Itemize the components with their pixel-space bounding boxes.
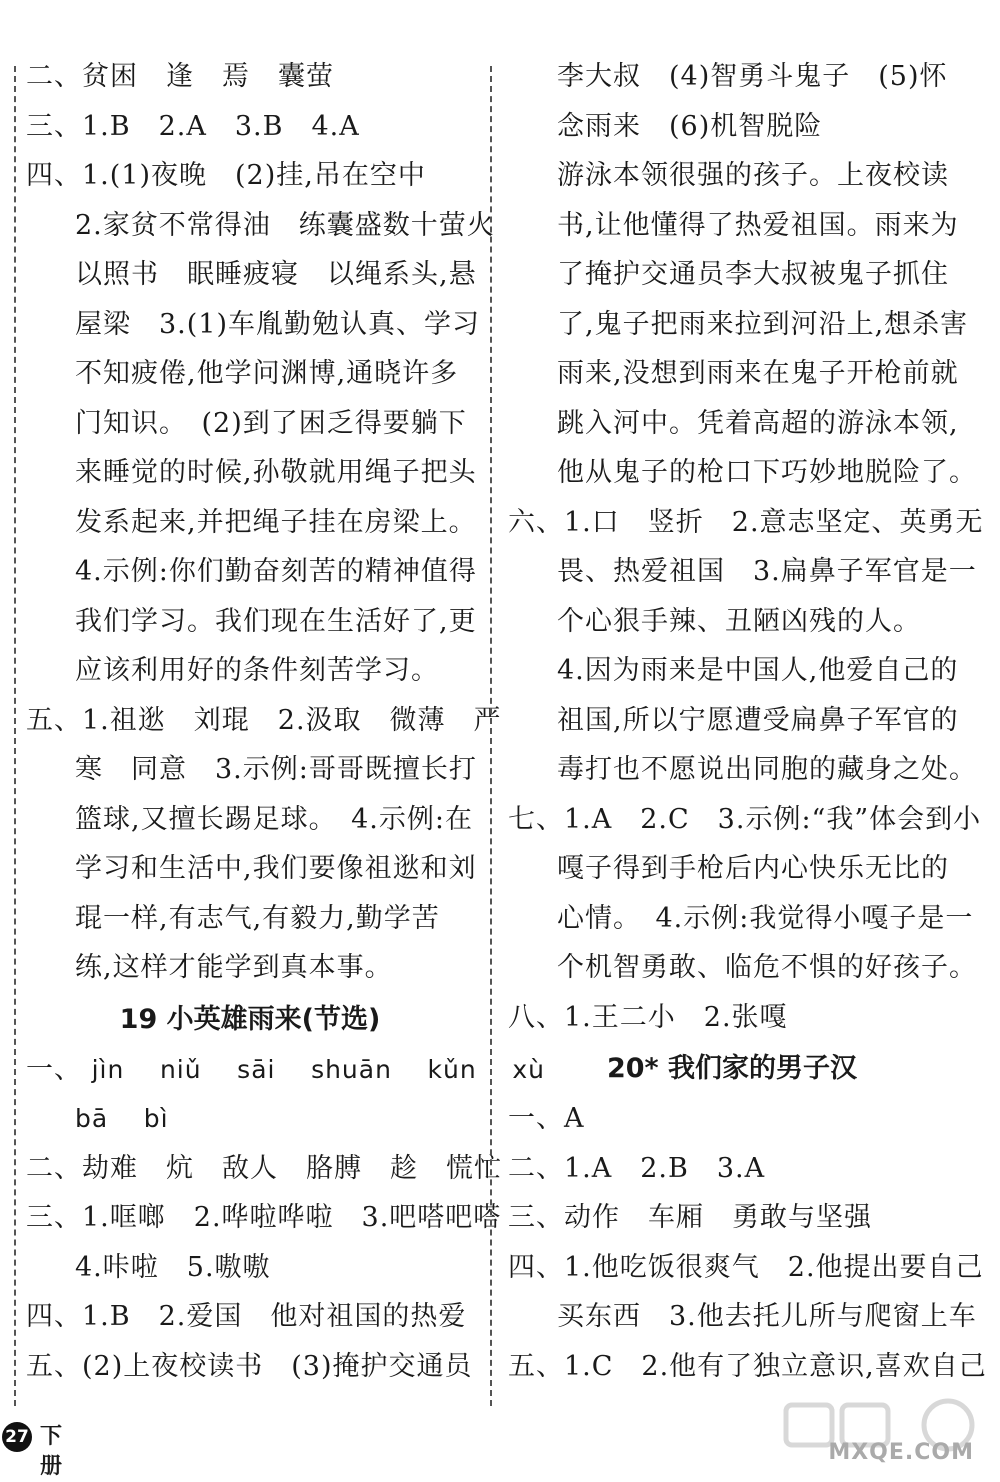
pinyin-item: bā [75,1104,109,1133]
lesson-heading: 20* 我们家的男子汉 [606,1053,858,1084]
answer-line: 五、1.祖逖 刘琨 2.汲取 微薄 严 [26,704,502,736]
lesson-heading: 19 小英雄雨来(节选) [119,1003,381,1035]
answer-line: 畏、热爱祖国 3.扁鼻子军官是一 [557,556,977,587]
answer-line: 4.因为雨来是中国人,他爱自己的 [557,655,959,686]
right-column [508,52,987,1391]
answer-line: 毒打也不愿说出同胞的藏身之处。 [557,754,977,785]
answer-line: 三、1.哐啷 2.哗啦哗啦 3.吧嗒吧嗒 [26,1202,502,1233]
answer-line: 以照书 眠睡疲寝 以绳系头,悬 [75,259,477,290]
answer-line: 寒 同意 3.示例:哥哥既擅长打 [75,754,477,785]
answer-line: 发系起来,并把绳子挂在房梁上。 [75,506,477,538]
margin-line [14,66,16,1406]
pinyin-item: niǔ [159,1054,202,1084]
answer-line: 二、劫难 炕 敌人 胳膊 趁 慌忙 [26,1152,502,1184]
column-divider [490,66,492,1406]
answer-line: 不知疲倦,他学问渊博,通晓许多 [75,358,459,389]
answer-line: 六、1.口 竖折 2.意志坚定、英勇无 [508,506,984,538]
answer-line: 个机智勇敢、临危不惧的好孩子。 [557,952,977,983]
watermark-text: MXQE.COM [828,1440,974,1465]
answer-line: 游泳本领很强的孩子。上夜校读 [557,160,949,191]
pinyin-item: kǔn [427,1054,477,1084]
answer-line: 2.家贫不常得油 练囊盛数十萤火 [75,209,495,241]
answer-line: 个心狠手辣、丑陋凶残的人。 [557,605,921,637]
pinyin-item: sāi [237,1054,276,1084]
answer-line: 屋梁 3.(1)车胤勤勉认真、学习 [75,308,481,340]
answer-line: 了,鬼子把雨来拉到河沿上,想杀害 [557,308,969,340]
answer-line: 祖国,所以宁愿遭受扁鼻子军官的 [557,704,959,736]
pinyin-item: jìn [91,1054,125,1084]
pinyin-line [26,1045,545,1095]
answer-line: 门知识。 (2)到了困乏得要躺下 [75,407,467,439]
answer-line: 应该利用好的条件刻苦学习。 [75,655,439,686]
answer-line: 五、1.C 2.他有了独立意识,喜欢自己 [508,1350,987,1382]
section-label: 一、 [26,1053,82,1085]
answer-line: 五、(2)上夜校读书 (3)掩护交通员 [26,1350,473,1382]
pinyin-item: xù [512,1054,545,1084]
pinyin-line [26,1094,474,1144]
answer-line: 书,让他懂得了热爱祖国。雨来为 [557,209,959,241]
answer-line: 七、1.A 2.C 3.示例:“我”体会到小 [508,803,982,835]
volume-label: 下册 [40,1424,63,1479]
answer-line: 念雨来 (6)机智脱险 [557,110,823,142]
answer-line: 心情。 4.示例:我觉得小嘎子是一 [557,902,974,934]
answer-line: 李大叔 (4)智勇斗鬼子 (5)怀 [557,61,948,92]
answer-line: 二、贫困 逢 焉 囊萤 [26,61,334,92]
answer-line: 一、A [508,1103,585,1134]
answer-line: 四、1.(1)夜晚 (2)挂,吊在空中 [26,160,426,191]
answer-line: 买东西 3.他去托儿所与爬窗上车 [557,1301,977,1332]
answer-line: 4.咔啦 5.嗷嗷 [75,1251,271,1283]
answer-line: 学习和生活中,我们要像祖逖和刘 [75,853,477,884]
left-column [26,52,545,1391]
answer-line: 我们学习。我们现在生活好了,更 [75,605,477,637]
answer-line: 四、1.他吃饭很爽气 2.他提出要自己 [508,1251,984,1283]
answer-line: 了掩护交通员李大叔被鬼子抓住 [557,259,949,290]
answer-line: 跳入河中。凭着高超的游泳本领, [557,407,959,439]
answer-line: 嘎子得到手枪后内心快乐无比的 [557,853,949,884]
answer-line: 四、1.B 2.爱国 他对祖国的热爱 [26,1301,467,1332]
answer-line: 4.示例:你们勤奋刻苦的精神值得 [75,556,477,587]
answer-line: 琨一样,有志气,有毅力,勤学苦 [75,902,440,934]
answer-line: 篮球,又擅长踢足球。 4.示例:在 [75,803,473,835]
answer-line: 练,这样才能学到真本事。 [75,952,393,983]
pinyin-item: bì [143,1104,169,1133]
page-number: 27 [2,1422,32,1452]
answer-line: 三、动作 车厢 勇敢与坚强 [508,1202,872,1233]
answer-line: 二、1.A 2.B 3.A [508,1152,766,1184]
answer-line: 雨来,没想到雨来在鬼子开枪前就 [557,358,959,389]
answer-line: 八、1.王二小 2.张嘎 [508,1001,788,1033]
answer-line: 来睡觉的时候,孙敬就用绳子把头 [75,457,477,488]
pinyin-item: shuān [311,1054,392,1084]
answer-line: 他从鬼子的枪口下巧妙地脱险了。 [557,457,977,488]
answer-line: 三、1.B 2.A 3.B 4.A [26,110,360,142]
